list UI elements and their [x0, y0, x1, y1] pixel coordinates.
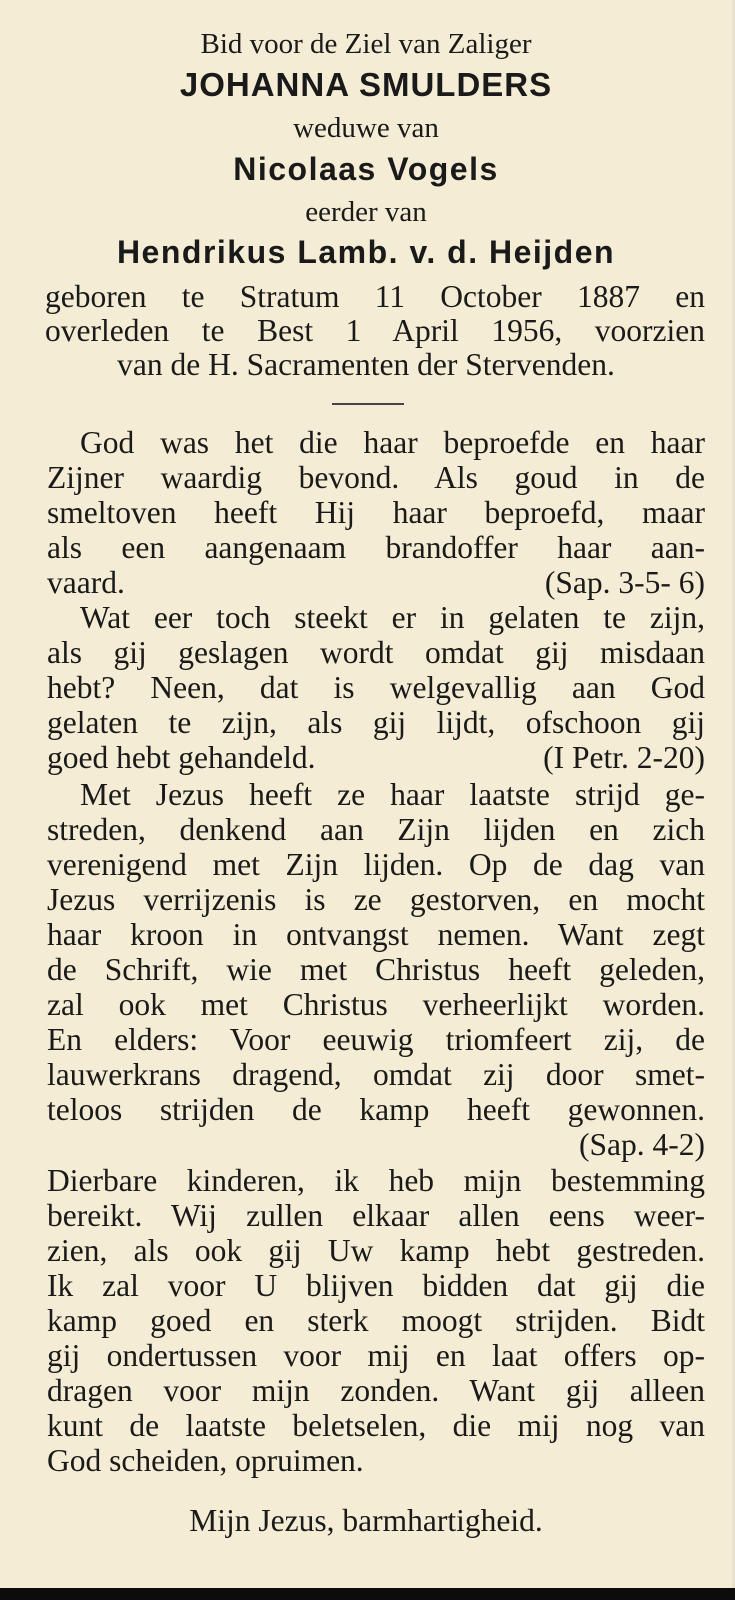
scripture-reference: (Sap. 4-2) — [579, 1127, 705, 1162]
birth-line-2: overleden te Best 1 April 1956, voorzien — [45, 313, 705, 348]
text-line: smeltoven heeft Hij haar beproefd, maar — [47, 495, 705, 530]
second-husband-name: Hendrikus Lamb. v. d. Heijden — [116, 234, 616, 270]
text-line: Ik zal voor U blijven bidden dat gij die — [47, 1268, 705, 1303]
text-line: zien, als ook gij Uw kamp hebt gestreden. — [47, 1233, 705, 1268]
text-line: dragen voor mijn zonden. Want gij alleen — [47, 1373, 705, 1408]
text-line: hebt? Neen, dat is welgevallig aan God — [47, 670, 705, 705]
birth-line-1: geboren te Stratum 11 October 1887 en — [45, 279, 705, 314]
scripture-reference: (Sap. 3-5- 6) — [544, 565, 705, 600]
text-line: kunt de laatste beletselen, die mij nog van — [47, 1408, 705, 1443]
birth-line-3: van de H. Sacramenten der Stervenden. — [117, 347, 615, 382]
text-line: Met Jezus heeft ze haar laatste strijd ge- — [80, 777, 705, 812]
widow-of-label: weduwe van — [293, 112, 439, 144]
text-line: En elders: Voor eeuwig triomfeert zij, de — [47, 1022, 705, 1057]
prayer-heading: Bid voor de Ziel van Zaliger — [200, 28, 532, 60]
first-husband-name: Nicolaas Vogels — [233, 151, 499, 187]
text-line: bereikt. Wij zullen elkaar allen eens weer- — [47, 1198, 705, 1233]
text-line-with-reference — [47, 1127, 705, 1163]
text-line: de Schrift, wie met Christus heeft geleden, — [47, 952, 705, 987]
section-divider — [332, 403, 404, 405]
text-line: gij ondertussen voor mij en laat offers op- — [47, 1338, 705, 1373]
text-line: zal ook met Christus verheerlijkt worden. — [47, 987, 705, 1022]
text-line: lauwerkrans dragend, omdat zij door smet- — [47, 1057, 705, 1092]
text-line: gelaten te zijn, als gij lijdt, ofschoon gij — [47, 705, 705, 740]
text-line: Wat eer toch steekt er in gelaten te zijn, — [80, 600, 705, 635]
text-line: als gij geslagen wordt omdat gij misdaan — [47, 635, 705, 670]
text-line: Dierbare kinderen, ik heb mijn bestemming — [47, 1163, 705, 1198]
text-line: teloos strijden de kamp heeft gewonnen. — [47, 1092, 705, 1127]
text-fragment: vaard. — [47, 565, 125, 600]
text-line-with-reference — [47, 740, 705, 776]
scan-border — [0, 1588, 735, 1600]
text-line: kamp goed en sterk moogt strijden. Bidt — [47, 1303, 705, 1338]
text-fragment: goed hebt gehandeld. — [47, 740, 316, 775]
text-line: streden, denkend aan Zijn lijden en zich — [47, 812, 705, 847]
text-line-with-reference — [47, 565, 705, 601]
text-line: als een aangenaam brandoffer haar aan- — [47, 530, 705, 565]
text-line: God was het die haar beproefde en haar — [80, 425, 705, 460]
text-line: Jezus verrijzenis is ze gestorven, en mocht — [47, 882, 705, 917]
scripture-reference: (I Petr. 2-20) — [543, 740, 705, 775]
text-line: God scheiden, opruimen. — [47, 1443, 364, 1478]
deceased-name: JOHANNA SMULDERS — [179, 66, 553, 103]
text-line: haar kroon in ontvangst nemen. Want zegt — [47, 917, 705, 952]
text-line: Zijner waardig bevond. Als goud in de — [47, 460, 705, 495]
formerly-label: eerder van — [305, 196, 427, 228]
closing-prayer: Mijn Jezus, barmhartigheid. — [189, 1503, 543, 1538]
text-line: verenigend met Zijn lijden. Op de dag van — [47, 847, 705, 882]
